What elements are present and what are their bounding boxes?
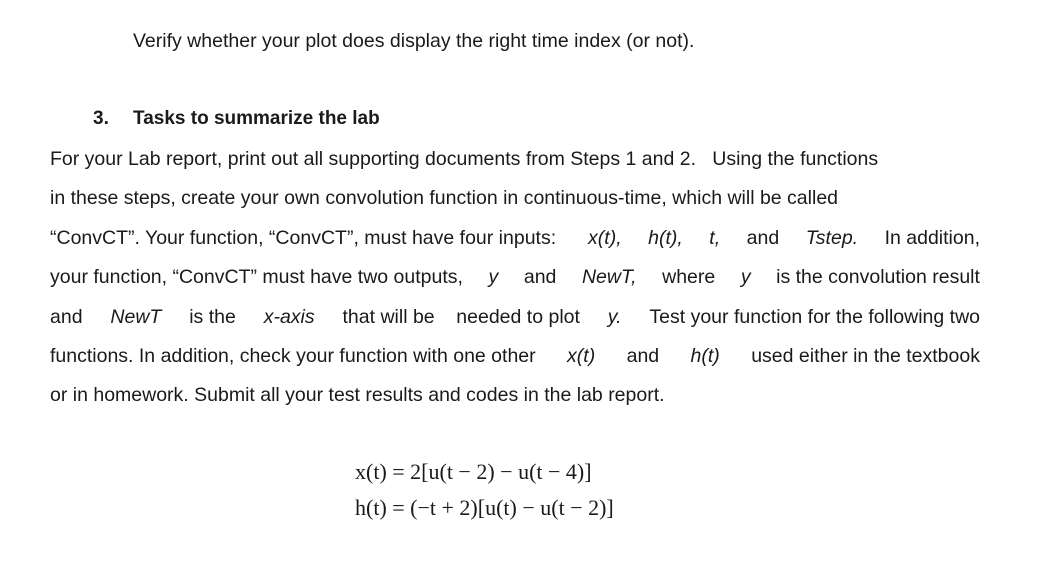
variable-t: t, xyxy=(709,226,721,249)
paragraph-text: is the convolution result xyxy=(776,266,980,289)
variable-h: h(t), xyxy=(648,226,683,249)
paragraph-text: functions. In addition, check your function with one other xyxy=(50,344,536,367)
paragraph-text: in these steps, create your own convolution function in continuous-time, which will be called xyxy=(50,187,839,210)
paragraph-text: your function, “ConvCT” must have two outputs, xyxy=(50,266,463,289)
variable-tstep: Tstep. xyxy=(805,226,859,249)
paragraph-line xyxy=(50,186,980,225)
paragraph-text: For your Lab report, print out all supporting documents from Steps 1 and 2. Using the functions xyxy=(50,148,879,170)
variable-xaxis: x-axis xyxy=(263,305,315,328)
variable-h: h(t) xyxy=(690,344,720,367)
paragraph-text: that will be needed to plot xyxy=(342,305,580,328)
paragraph-text: and xyxy=(50,305,83,328)
paragraph-text: and xyxy=(523,266,557,289)
paragraph-line xyxy=(50,305,980,344)
section-number: 3. xyxy=(93,108,109,129)
equation-x: x(t) = 2[u(t − 2) − u(t − 4)] xyxy=(355,459,592,484)
variable-x: x(t) xyxy=(567,344,596,367)
intro-sentence: Verify whether your plot does display the right time index (or not). xyxy=(133,30,695,52)
equation-h: h(t) = (−t + 2)[u(t) − u(t − 2)] xyxy=(355,495,614,520)
paragraph-text: or in homework. Submit all your test results and codes in the lab report. xyxy=(50,384,665,407)
section-title: Tasks to summarize the lab xyxy=(133,108,380,129)
variable-newt: NewT xyxy=(110,305,162,328)
paragraph-text: and xyxy=(746,226,780,249)
paragraph-text: and xyxy=(626,344,660,367)
instructions-paragraph xyxy=(50,147,980,423)
variable-y: y xyxy=(488,266,499,289)
paragraph-text: is the xyxy=(189,305,236,328)
paragraph-line xyxy=(50,344,980,383)
paragraph-text: “ConvCT”. Your function, “ConvCT”, must have four inputs: xyxy=(50,226,562,249)
paragraph-text: Test your function for the following two xyxy=(649,305,980,328)
paragraph-text: In addition, xyxy=(884,226,980,249)
paragraph-line xyxy=(50,383,980,422)
paragraph-line xyxy=(50,226,980,265)
paragraph-line xyxy=(50,265,980,304)
paragraph-line xyxy=(50,147,980,186)
variable-newt: NewT, xyxy=(581,266,637,289)
variable-y: y. xyxy=(607,305,622,328)
variable-x: x(t), xyxy=(588,226,622,249)
section-heading xyxy=(93,107,380,131)
variable-y: y xyxy=(740,266,751,289)
paragraph-text: where xyxy=(662,266,716,289)
paragraph-text: used either in the textbook xyxy=(751,344,980,367)
